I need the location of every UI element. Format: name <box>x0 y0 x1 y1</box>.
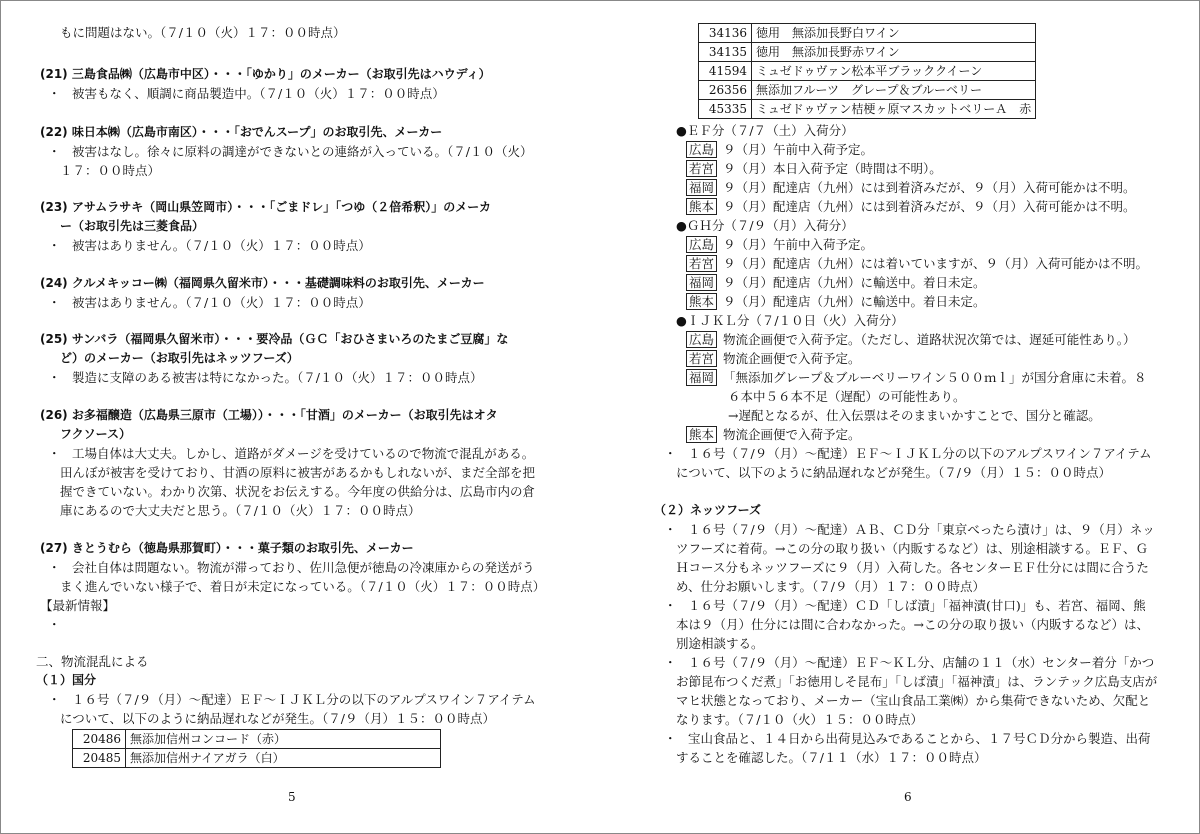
bullet: ・ <box>48 144 61 159</box>
item-27-heading: (27) きとうむら（徳島県那賀町）・・・菓子類のお取引先、メーカー <box>40 541 414 555</box>
bullet: ・ <box>48 446 61 461</box>
location-status: 物流企画便で入荷予定。（ただし、道路状況次第では、遅延可能性あり。） <box>723 332 1136 347</box>
item-25-heading: (25) サンバラ（福岡県久留米市）・・・要冷品（ＧＣ「おひさまいろのたまご豆腐」な <box>40 332 509 346</box>
table-row <box>73 749 441 768</box>
item-21-heading: (21) 三島食品㈱（広島市中区）・・・「ゆかり」のメーカー（お取引先はハウディ） <box>40 67 491 81</box>
netsfoods-body: 本は９（月）仕分には間に合わなかった。→この分の取り扱い（内販するなど）は、 <box>676 617 1149 632</box>
bullet: ・ <box>48 560 61 575</box>
location-status: →遅配となるが、仕入伝票はそのままいかすことで、国分と確認。 <box>728 408 1101 423</box>
netsfoods-body: 別途相談する。 <box>676 636 764 651</box>
item-21-body: 被害もなく、順調に商品製造中。（７/１０（火）１７：００時点） <box>72 86 445 101</box>
product-code: 34135 <box>699 43 752 62</box>
product-name: 無添加フルーツ グレープ＆ブルーベリー <box>752 81 1036 100</box>
list-item <box>686 349 861 368</box>
bullet: ・ <box>664 655 677 670</box>
list-item <box>686 254 1148 273</box>
kokubu-body: について、以下のように納品遅れなどが発生。（７/９（月）１５：００時点） <box>60 711 495 726</box>
table-row <box>699 100 1036 119</box>
list-item <box>686 140 873 159</box>
item-27-body: まく進んでいない様子で、着日が未定になっている。（７/１０（火）１７：００時点） <box>60 579 546 594</box>
netsfoods-body: マヒ状態となっており、メーカー（宝山食品工業㈱）から集荷できないため、欠配と <box>676 693 1151 708</box>
item-26-body: 握できていない。わかり次第、状況をお伝えする。今年度の供給分は、広島市内の倉 <box>60 484 536 499</box>
list-item <box>686 330 1136 349</box>
location-status: ９（月）本日入荷予定（時間は不明）。 <box>723 161 942 176</box>
location-status: ９（月）配達店（九州）には着いていますが、９（月）入荷可能かは不明。 <box>723 256 1149 271</box>
product-table-left <box>72 729 441 768</box>
item-23-heading: (23) アサムラサキ（岡山県笠岡市）・・・「ごまドレ」「つゆ（２倍希釈）」のメーカ <box>40 200 492 214</box>
product-code: 20486 <box>73 730 126 749</box>
subsection-netsfoods: （２）ネッツフーズ <box>654 503 762 517</box>
location-status: ６本中５６本不足（遅配）の可能性あり。 <box>728 389 966 404</box>
bullet: ・ <box>664 522 677 537</box>
location-status: ９（月）配達店（九州）には到着済みだが、９（月）入荷可能かは不明。 <box>723 199 1136 214</box>
location-status: ９（月）午前中入荷予定。 <box>723 237 874 252</box>
list-item <box>686 197 1136 216</box>
location-label: 福岡 <box>686 179 717 196</box>
kokubu-body: について、以下のように納品遅れなどが発生。（７/９（月）１５：００時点） <box>676 465 1111 480</box>
item-23-heading: ー（お取引先は三菱食品） <box>60 219 205 233</box>
location-label: 広島 <box>686 331 717 348</box>
item-22-heading: (22) 味日本㈱（広島市南区）・・・「おでんスープ」のお取引先、メーカー <box>40 125 443 139</box>
list-item <box>686 178 1136 197</box>
ef-heading: ●ＥＦ分（７/７（土）入荷分） <box>676 123 854 138</box>
item-25-heading: ど）のメーカー（お取引先はネッツフーズ） <box>60 351 299 365</box>
bullet: ・ <box>48 238 61 253</box>
item-26-body: 工場自体は大丈夫。しかし、道路がダメージを受けているので物流で混乱がある。 <box>72 446 535 461</box>
location-status: ９（月）配達店（九州）には到着済みだが、９（月）入荷可能かは不明。 <box>723 180 1136 195</box>
location-label: 熊本 <box>686 198 717 215</box>
location-label: 福岡 <box>686 274 717 291</box>
location-label: 福岡 <box>686 369 717 386</box>
product-name: 無添加信州コンコード（赤） <box>126 730 441 749</box>
item-27-body: 会社自体は問題ない。物流が滞っており、佐川急便が徳島の冷凍庫からの発送がう <box>72 560 535 575</box>
list-item <box>686 425 861 444</box>
page-number: 6 <box>904 790 912 804</box>
bullet: ・ <box>664 598 677 613</box>
product-name: ミュゼドゥヴァン桔梗ヶ原マスカットベリーＡ 赤 <box>752 100 1036 119</box>
subsection-kokubu: （１）国分 <box>36 673 97 687</box>
list-item <box>686 273 986 292</box>
list-item <box>686 368 1147 387</box>
bullet: ・ <box>48 370 61 385</box>
netsfoods-body: することを確認した。（７/１１（水）１７：００時点） <box>676 750 987 765</box>
table-row <box>699 24 1036 43</box>
item-24-body: 被害はありません。（７/１０（火）１７：００時点） <box>72 295 371 310</box>
item-22-body: １７：００時点） <box>60 163 161 178</box>
product-code: 34136 <box>699 24 752 43</box>
section-2-heading: 二、物流混乱による <box>36 654 149 669</box>
latest-info-heading: 【最新情報】 <box>40 598 116 613</box>
location-status: 物流企画便で入荷予定。 <box>723 351 861 366</box>
kokubu-body: １６号（７/９（月）～配達）ＥＦ～ＩＪＫＬ分の以下のアルプスワイン７アイテム <box>72 692 536 707</box>
item-23-body: 被害はありません。（７/１０（火）１７：００時点） <box>72 238 371 253</box>
item-24-heading: (24) クルメキッコー㈱（福岡県久留米市）・・・基礎調味料のお取引先、メーカー <box>40 276 485 290</box>
item-26-heading: フクソース） <box>60 427 132 441</box>
bullet: ・ <box>48 86 61 101</box>
netsfoods-body: １６号（７/９（月）～配達）ＡＢ、ＣＤ分「東京べったら漬け」は、９（月）ネッ <box>688 522 1155 537</box>
location-status: ９（月）配達店（九州）に輸送中。着日未定。 <box>723 275 986 290</box>
product-code: 20485 <box>73 749 126 768</box>
list-item <box>686 159 942 178</box>
item-26-body: 庫にあるので大丈夫だと思う。（７/１０（火）１７：００時点） <box>60 503 421 518</box>
location-label: 広島 <box>686 141 717 158</box>
location-label: 熊本 <box>686 426 717 443</box>
netsfoods-body: Ｈコース分もネッツフーズに９（月）入荷した。各センターＥＦ仕分には間に合うた <box>676 560 1149 575</box>
item-25-body: 製造に支障のある被害は特になかった。（７/１０（火）１７：００時点） <box>72 370 483 385</box>
table-row <box>699 81 1036 100</box>
bullet: ・ <box>48 617 61 632</box>
netsfoods-body: １６号（７/９（月）～配達）ＣＤ「しば漬」「福神漬(甘口)」も、若宮、福岡、熊 <box>688 598 1146 613</box>
bullet: ・ <box>664 731 677 746</box>
product-name: 徳用 無添加長野白ワイン <box>752 24 1036 43</box>
netsfoods-body: め、仕分お願いします。（７/９（月）１７：００時点） <box>676 579 985 594</box>
list-item <box>686 292 986 311</box>
list-item <box>686 235 873 254</box>
location-status: ９（月）午前中入荷予定。 <box>723 142 874 157</box>
location-label: 熊本 <box>686 293 717 310</box>
product-name: 徳用 無添加長野赤ワイン <box>752 43 1036 62</box>
product-code: 45335 <box>699 100 752 119</box>
gh-heading: ●ＧＨ分（７/９（月）入荷分） <box>676 218 854 233</box>
location-label: 広島 <box>686 236 717 253</box>
item-26-heading: (26) お多福醸造（広島県三原市（工場））・・・「甘酒」のメーカー（お取引先はオタ <box>40 408 498 422</box>
location-label: 若宮 <box>686 160 717 177</box>
table-row <box>73 730 441 749</box>
netsfoods-body: なります。（７/１０（火）１５：００時点） <box>676 712 923 727</box>
kokubu-body: １６号（７/９（月）～配達）ＥＦ～ＩＪＫＬ分の以下のアルプスワイン７アイテム <box>688 446 1152 461</box>
ijkl-heading: ●ＩＪＫＬ分（７/１０日（火）入荷分） <box>676 313 904 328</box>
bullet: ・ <box>48 692 61 707</box>
netsfoods-body: 宝山食品と、１４日から出荷見込みであることから、１７号ＣＤ分から製造、出荷 <box>688 731 1151 746</box>
product-table-right <box>698 23 1036 119</box>
location-label: 若宮 <box>686 255 717 272</box>
location-status: 物流企画便で入荷予定。 <box>723 427 861 442</box>
item-22-body: 被害はなし。徐々に原料の調達ができないとの連絡が入っている。（７/１０（火） <box>72 144 533 159</box>
bullet: ・ <box>48 295 61 310</box>
location-label: 若宮 <box>686 350 717 367</box>
netsfoods-body: １６号（７/９（月）～配達）ＥＦ～ＫＬ分、店舗の１１（水）センター着分「かつ <box>688 655 1155 670</box>
product-code: 26356 <box>699 81 752 100</box>
netsfoods-body: ツフーズに着荷。→この分の取り扱い（内販するなど）は、別途相談する。ＥＦ、Ｇ <box>676 541 1148 556</box>
product-name: 無添加信州ナイアガラ（白） <box>126 749 441 768</box>
product-name: ミュゼドゥヴァン松本平ブラッククイーン <box>752 62 1036 81</box>
netsfoods-body: お節昆布つくだ煮」「お徳用しそ昆布」「しば漬」「福神漬」は、ランテック広島支店が <box>676 674 1158 689</box>
product-code: 41594 <box>699 62 752 81</box>
bullet: ・ <box>664 446 677 461</box>
item-26-body: 田んぼが被害を受けており、甘酒の原料に被害があるかもしれないが、まだ全部を把 <box>60 465 536 480</box>
location-status: 「無添加グレープ＆ブルーベリーワイン５００ｍｌ」が国分倉庫に未着。８ <box>723 370 1147 385</box>
page-number: 5 <box>288 790 296 804</box>
location-status: ９（月）配達店（九州）に輸送中。着日未定。 <box>723 294 986 309</box>
table-row <box>699 43 1036 62</box>
table-row <box>699 62 1036 81</box>
text-line: もに問題はない。（７/１０（火）１７：００時点） <box>60 25 346 40</box>
